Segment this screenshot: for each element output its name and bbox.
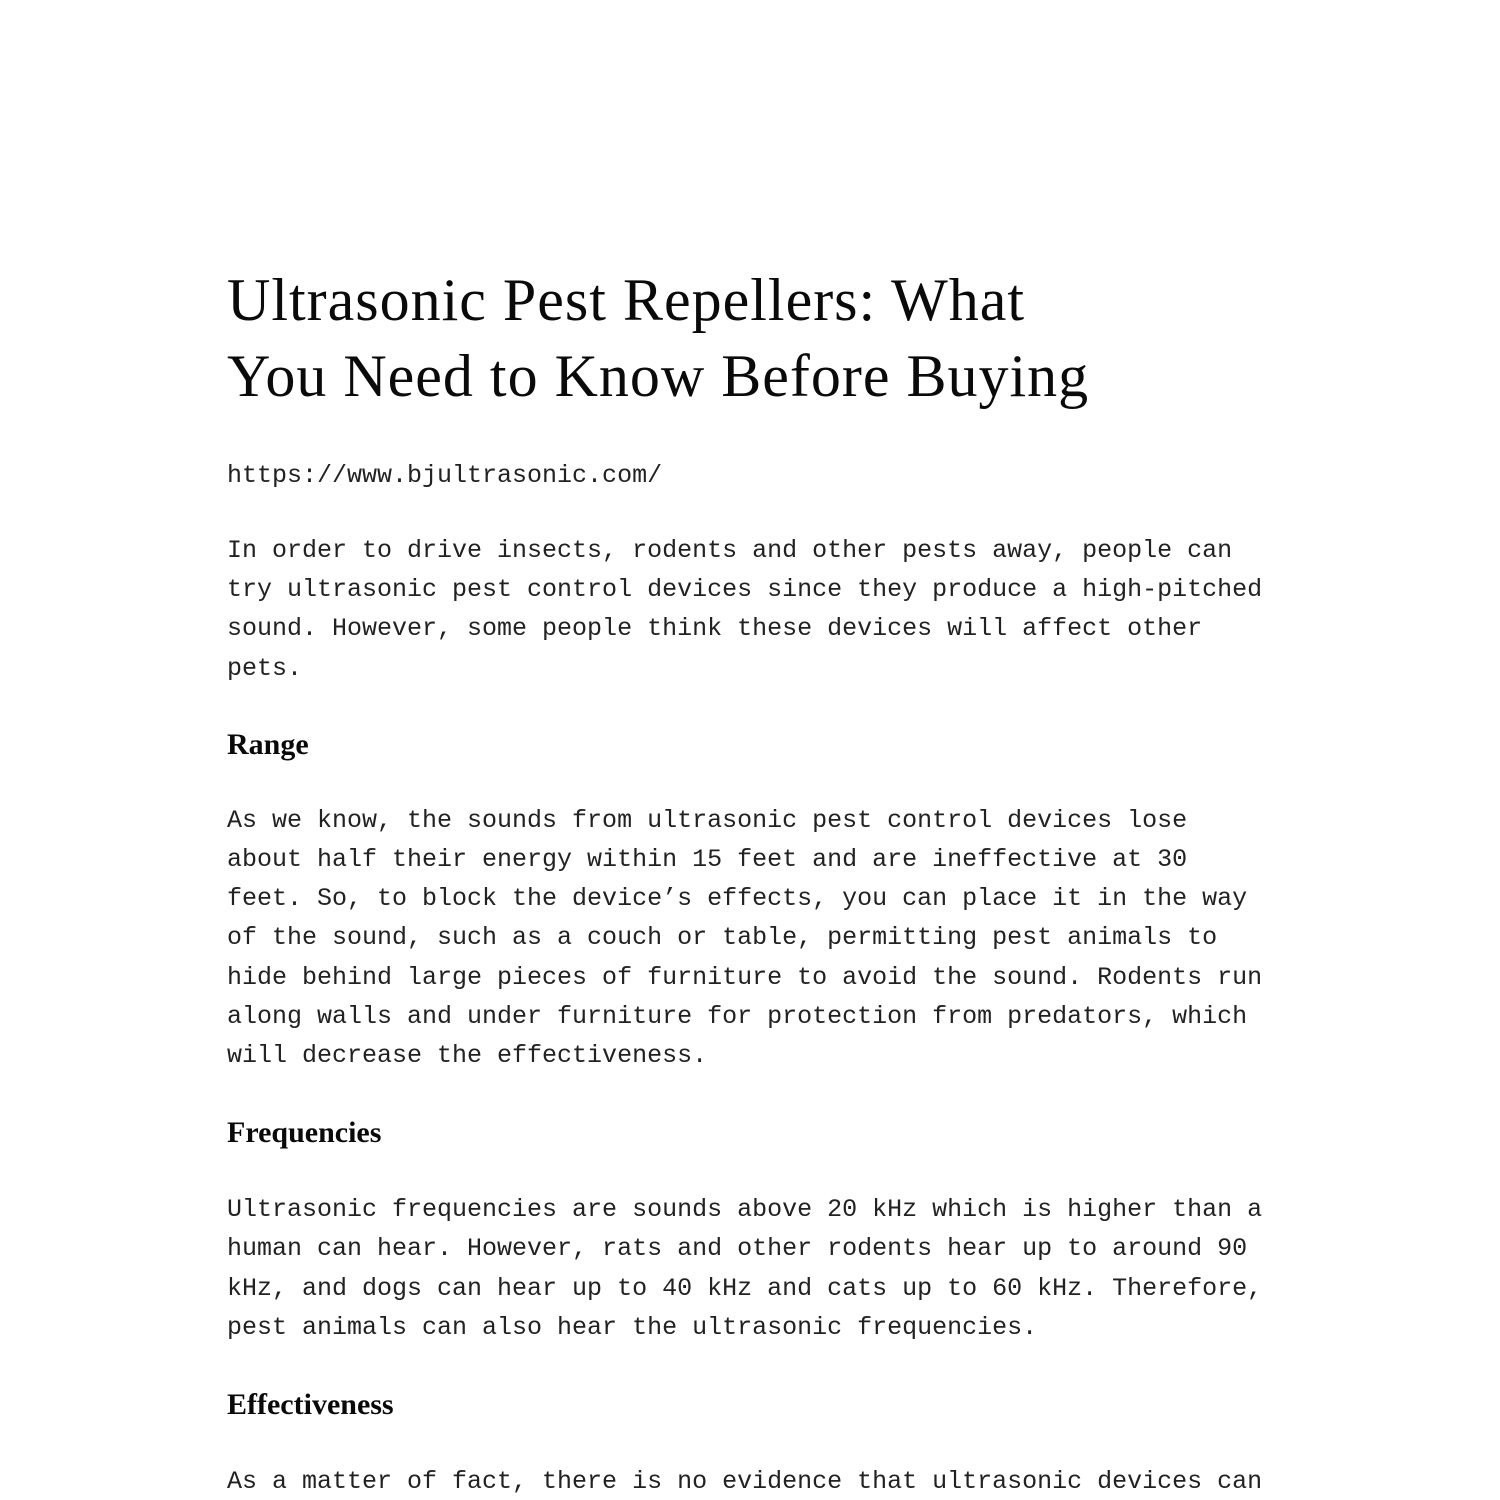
section-heading-effectiveness: Effectiveness [227, 1388, 394, 1422]
section-heading-range: Range [227, 727, 309, 761]
section-heading-frequencies: Frequencies [227, 1116, 382, 1150]
section-body-frequencies: Ultrasonic frequencies are sounds above 20 kHz which is higher than a human can hear. However, rats and other rodents hear up to around 90 kHz, and dogs can hear up to 40 kHz and cats up to 60 kHz. Therefore, pest animals can also hear the ultrasonic frequencies. [227, 1195, 1263, 1342]
intro-paragraph: In order to drive insects, rodents and other pests away, people can try ultrasonic pest control devices since they produce a high-pitched sound. However, some people think these devices will affect other pets. [227, 536, 1263, 683]
document-title: Ultrasonic Pest Repellers: What You Need to Know Before Buying [227, 267, 1090, 409]
document-content [227, 262, 1307, 1500]
section-body-effectiveness: As a matter of fact, there is no evidence that ultrasonic devices can [227, 1467, 1263, 1497]
source-url: https://www.bjultrasonic.com/ [227, 461, 663, 490]
section-body-range: As we know, the sounds from ultrasonic pest control devices lose about half their energy within 15 feet and are ineffective at 30 feet. So, to block the device’s effects, you can place it in the way of the sound, such as a couch or table, permitting pest animals to hide behind large pieces of furniture to avoid the sound. Rodents run along walls and under furniture for protection from predators, which will decrease the effectiveness. [227, 805, 1263, 1071]
